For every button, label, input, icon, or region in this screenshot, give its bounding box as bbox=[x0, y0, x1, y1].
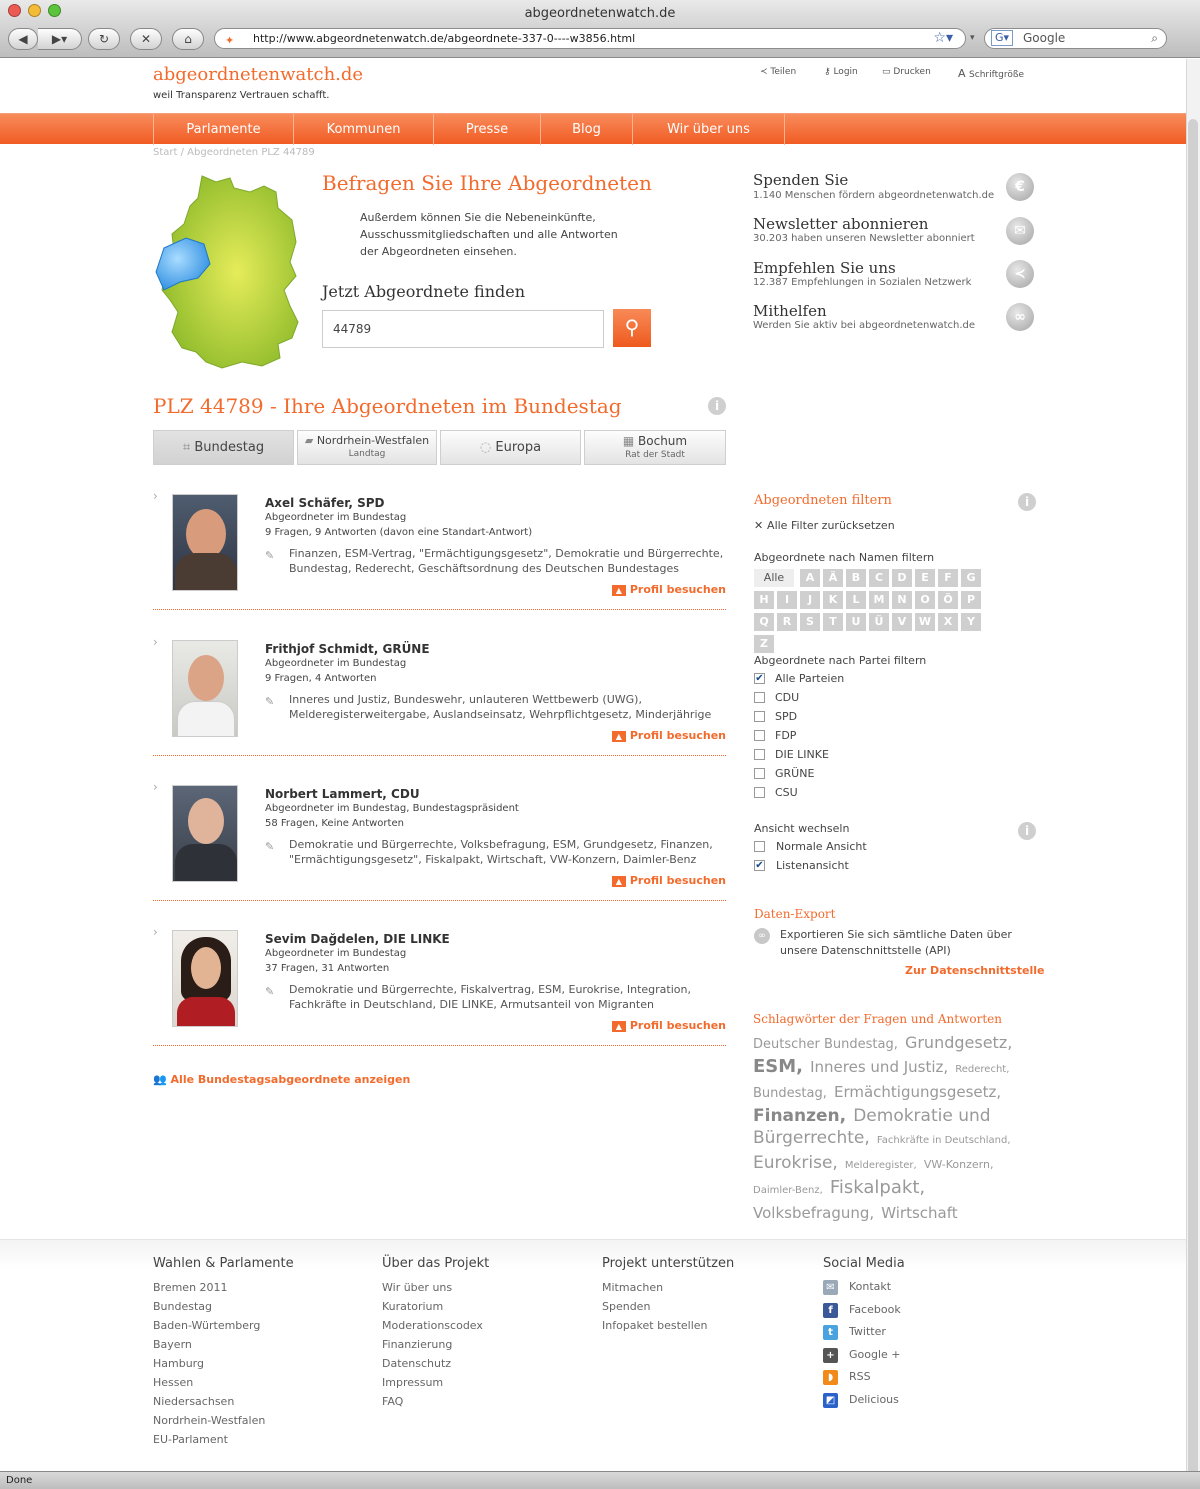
party-checkbox[interactable] bbox=[754, 730, 765, 741]
letter-button[interactable]: J bbox=[800, 591, 820, 609]
address-dropdown-icon[interactable]: ▾ bbox=[970, 33, 975, 43]
letter-button[interactable]: K bbox=[823, 591, 843, 609]
person-role: Abgeordneter im Bundestag bbox=[265, 512, 407, 523]
nav-kommunen[interactable]: Kommunen bbox=[293, 114, 433, 145]
tag-icon: ✎ bbox=[265, 695, 275, 708]
name-filter-label: Abgeordnete nach Namen filtern bbox=[754, 551, 935, 564]
party-label: CDU bbox=[775, 691, 800, 704]
footer-link[interactable]: Nordrhein-Westfalen bbox=[153, 1414, 266, 1427]
tag-icon: ✎ bbox=[265, 840, 275, 853]
back-arrow-icon: ◀ bbox=[18, 32, 28, 46]
tag-link[interactable]: Rederecht, bbox=[955, 1064, 1010, 1075]
export-title: Daten-Export bbox=[754, 907, 836, 921]
social-link[interactable]: Delicious bbox=[849, 1392, 899, 1406]
login-action[interactable]: ⚷ Login bbox=[824, 67, 858, 77]
letter-button[interactable]: V bbox=[892, 613, 912, 631]
letter-button[interactable]: G bbox=[961, 569, 981, 587]
browser-search-placeholder: Google bbox=[1023, 31, 1066, 45]
person-name[interactable]: Sevim Dağdelen, DIE LINKE bbox=[265, 932, 450, 946]
party-filter-label: Abgeordnete nach Partei filtern bbox=[754, 654, 927, 667]
mail-icon[interactable]: ✉ bbox=[1006, 217, 1034, 245]
footer-link[interactable]: Mitmachen bbox=[602, 1281, 664, 1294]
tag-link[interactable]: Demokratie und Bürgerrechte, bbox=[753, 1106, 991, 1148]
bookmark-star-icon[interactable]: ☆▾ bbox=[933, 30, 953, 46]
tab-bochum[interactable]: ▦ Bochum Rat der Stadt bbox=[584, 430, 726, 465]
delicious-icon: ◩ bbox=[823, 1393, 838, 1408]
footer-link[interactable]: Datenschutz bbox=[382, 1357, 452, 1370]
user-icon: ▲ bbox=[612, 1021, 626, 1032]
profile-link[interactable]: ▲ Profil besuchen bbox=[612, 729, 726, 742]
person-role: Abgeordneter im Bundestag bbox=[265, 658, 407, 669]
city-icon: ▦ bbox=[622, 434, 639, 448]
tag-link[interactable]: ESM, bbox=[753, 1056, 804, 1077]
group-icon: 👥 bbox=[153, 1073, 171, 1086]
list-item bbox=[153, 489, 726, 614]
donate-title[interactable]: Spenden Sie bbox=[753, 171, 849, 189]
expand-chevron-icon[interactable]: › bbox=[153, 925, 158, 939]
letter-button[interactable]: S bbox=[800, 613, 820, 631]
party-label: FDP bbox=[775, 729, 797, 742]
footer-link[interactable]: FAQ bbox=[382, 1395, 404, 1408]
view-checkbox[interactable]: ✔ bbox=[755, 860, 764, 871]
footer-link[interactable]: Bayern bbox=[153, 1338, 192, 1351]
share-icon: ≺ bbox=[760, 67, 771, 77]
letter-button[interactable]: T bbox=[823, 613, 843, 631]
site-logo[interactable]: abgeordnetenwatch.de bbox=[153, 64, 364, 85]
export-text: Exportieren Sie sich sämtliche Daten über unsere Datenschnittstelle (API) bbox=[780, 928, 1012, 957]
person-tags: Demokratie und Bürgerrechte, Fiskalvertrag, ESM, Eurokrise, Integration, Fachkräfte in Deutschland, DIE LINKE, Armutsanteil von Migranten bbox=[289, 983, 691, 1011]
party-checkbox[interactable] bbox=[754, 711, 765, 722]
view-label: Listenansicht bbox=[776, 859, 849, 872]
info-icon[interactable]: i bbox=[708, 397, 726, 415]
person-tags: Demokratie und Bürgerrechte, Volksbefragung, ESM, Grundgesetz, Finanzen, "Ermächtigungsgesetz", Fiskalpakt, Wirtschaft, VW-Konzern, Daimler-Benz bbox=[289, 838, 713, 866]
letter-button[interactable]: X bbox=[938, 613, 958, 631]
expand-chevron-icon[interactable]: › bbox=[153, 635, 158, 649]
avatar[interactable] bbox=[172, 785, 238, 882]
letter-button[interactable]: Z bbox=[754, 635, 774, 653]
person-tags: Inneres und Justiz, Bundeswehr, unlauteren Wettbewerb (UWG), Melderegisterweitergabe, Auslandseinsatz, Wehrpflichtgesetz, Minderjährige bbox=[289, 693, 712, 721]
expand-chevron-icon[interactable]: › bbox=[153, 780, 158, 794]
back-button[interactable] bbox=[8, 28, 38, 50]
avatar[interactable] bbox=[172, 494, 238, 591]
footer-link[interactable]: Bremen 2011 bbox=[153, 1281, 228, 1294]
tag-icon: ✎ bbox=[265, 985, 275, 998]
nav-parlamente[interactable]: Parlamente bbox=[153, 114, 293, 145]
site-tagline: weil Transparenz Vertrauen schafft. bbox=[153, 90, 330, 101]
footer-column-title: Über das Projekt bbox=[382, 1256, 490, 1271]
reload-icon: ↻ bbox=[98, 32, 110, 46]
profile-link[interactable]: ▲ Profil besuchen bbox=[612, 583, 726, 596]
tag-link[interactable]: Fachkräfte in Deutschland, bbox=[876, 1135, 1011, 1146]
footer-link[interactable]: Spenden bbox=[602, 1300, 651, 1313]
expand-chevron-icon[interactable]: › bbox=[153, 489, 158, 503]
footer-link[interactable]: Infopaket bestellen bbox=[602, 1319, 708, 1332]
api-icon: ∞ bbox=[754, 928, 770, 944]
nav-blog[interactable]: Blog bbox=[540, 114, 632, 145]
footer-link[interactable]: Baden-Würtemberg bbox=[153, 1319, 261, 1332]
share-action[interactable]: ≺ Teilen bbox=[760, 67, 797, 77]
social-link[interactable]: Twitter bbox=[849, 1325, 886, 1338]
key-icon: ⚷ bbox=[824, 67, 834, 77]
footer-link[interactable]: EU-Parlament bbox=[153, 1433, 228, 1446]
letter-button[interactable]: A bbox=[800, 569, 820, 587]
social-link[interactable]: Google + bbox=[849, 1347, 901, 1361]
person-stats: 9 Fragen, 9 Antworten (davon eine Standart-Antwort) bbox=[265, 527, 533, 538]
tag-link[interactable]: Deutscher Bundestag, bbox=[753, 1037, 898, 1052]
user-icon: ▲ bbox=[612, 585, 626, 596]
tag-link[interactable]: Wirtschaft bbox=[881, 1204, 958, 1222]
letter-button[interactable]: C bbox=[869, 569, 889, 587]
letter-button[interactable]: H bbox=[754, 591, 774, 609]
person-stats: 58 Fragen, Keine Antworten bbox=[265, 818, 404, 829]
recommend-title[interactable]: Empfehlen Sie uns bbox=[753, 259, 896, 277]
letter-button[interactable]: Ä bbox=[823, 569, 843, 587]
germany-map[interactable] bbox=[150, 172, 302, 372]
divider bbox=[153, 1045, 726, 1046]
letter-button[interactable]: B bbox=[846, 569, 866, 587]
footer-link[interactable]: Finanzierung bbox=[382, 1338, 453, 1351]
letter-button[interactable]: W bbox=[915, 613, 935, 631]
view-label: Normale Ansicht bbox=[776, 840, 867, 853]
party-label: SPD bbox=[775, 710, 798, 723]
tag-link[interactable]: Volksbefragung, bbox=[753, 1204, 875, 1222]
party-label: Alle Parteien bbox=[775, 672, 845, 685]
hero-title: Befragen Sie Ihre Abgeordneten bbox=[322, 171, 652, 195]
user-icon: ▲ bbox=[612, 876, 626, 887]
avatar[interactable] bbox=[172, 640, 238, 737]
avatar[interactable] bbox=[172, 930, 238, 1027]
site-favicon-icon: ✦ bbox=[225, 34, 235, 47]
address-bar[interactable] bbox=[214, 28, 966, 49]
party-checkbox[interactable] bbox=[754, 749, 765, 760]
party-checkbox[interactable]: ✔ bbox=[755, 673, 764, 684]
search-engine-icon[interactable]: G▾ bbox=[991, 30, 1013, 46]
divider bbox=[153, 900, 726, 901]
letter-button[interactable]: U bbox=[846, 613, 866, 631]
share-icon[interactable]: ≺ bbox=[1006, 260, 1034, 288]
footer-link[interactable]: Impressum bbox=[382, 1376, 444, 1389]
recommend-sub: 12.387 Empfehlungen in Sozialen Netzwerk bbox=[753, 277, 972, 288]
browser-toolbar bbox=[0, 0, 1200, 58]
social-link[interactable]: RSS bbox=[849, 1370, 871, 1383]
list-item bbox=[153, 780, 726, 905]
footer-link[interactable]: Wir über uns bbox=[382, 1281, 453, 1294]
divider bbox=[153, 755, 726, 756]
divider bbox=[153, 609, 726, 610]
euro-icon[interactable]: € bbox=[1006, 173, 1034, 201]
tagcloud-title: Schlagwörter der Fragen und Antworten bbox=[753, 1012, 1002, 1026]
person-role: Abgeordneter im Bundestag, Bundestagspräsident bbox=[265, 803, 519, 814]
api-link[interactable]: Zur Datenschnittstelle bbox=[905, 964, 1045, 977]
postal-code-input[interactable] bbox=[322, 310, 604, 348]
footer-link[interactable]: Moderationscodex bbox=[382, 1319, 483, 1332]
font-size-icon: A bbox=[958, 67, 970, 80]
print-action[interactable]: ▭ Drucken bbox=[882, 67, 931, 77]
letter-all-button[interactable]: Alle bbox=[754, 569, 794, 587]
home-icon: ⌂ bbox=[184, 32, 192, 46]
hero-text: Außerdem können Sie die Nebeneinkünfte, Ausschussmitgliedschaften und alle Antworten der Abgeordneten einsehen. bbox=[360, 211, 618, 258]
footer-column-title: Projekt unterstützen bbox=[602, 1256, 735, 1271]
scrollbar-thumb[interactable] bbox=[1188, 119, 1198, 1479]
letter-button[interactable]: F bbox=[938, 569, 958, 587]
people-icon[interactable]: ∞ bbox=[1006, 303, 1034, 331]
bundestag-icon: ⌗ bbox=[182, 440, 195, 455]
footer-link[interactable]: Kuratorium bbox=[382, 1300, 444, 1313]
status-bar: Done bbox=[0, 1471, 1200, 1489]
help-title[interactable]: Mithelfen bbox=[753, 302, 827, 320]
search-icon[interactable]: ⌕ bbox=[1151, 31, 1158, 45]
forward-button[interactable] bbox=[38, 28, 82, 50]
letter-button[interactable]: N bbox=[892, 591, 912, 609]
mail-icon: ✉ bbox=[823, 1280, 838, 1295]
tag-link[interactable]: Ermächtigungsgesetz, bbox=[833, 1083, 1002, 1101]
party-label: CSU bbox=[775, 786, 798, 799]
google-plus-icon: + bbox=[823, 1348, 838, 1363]
tag-link[interactable]: Inneres und Justiz, bbox=[810, 1058, 949, 1076]
letter-button[interactable]: D bbox=[892, 569, 912, 587]
scrollbar[interactable] bbox=[1186, 59, 1200, 1471]
tab-nrw[interactable]: ▰ Nordrhein-Westfalen Landtag bbox=[297, 430, 437, 465]
font-size-action[interactable]: A Schriftgröße bbox=[958, 67, 1025, 80]
social-link[interactable]: Facebook bbox=[849, 1302, 901, 1316]
newsletter-title[interactable]: Newsletter abonnieren bbox=[753, 215, 929, 233]
main-navigation bbox=[0, 113, 1200, 144]
newsletter-sub: 30.203 haben unseren Newsletter abonniert bbox=[753, 233, 975, 244]
letter-button[interactable]: Y bbox=[961, 613, 981, 631]
section-title: PLZ 44789 - Ihre Abgeordneten im Bundestag bbox=[153, 394, 622, 418]
person-name[interactable]: Frithjof Schmidt, GRÜNE bbox=[265, 642, 430, 656]
donate-sub: 1.140 Menschen fördern abgeordnetenwatch.de bbox=[753, 190, 995, 201]
printer-icon: ▭ bbox=[882, 67, 894, 77]
rss-icon: ◗ bbox=[823, 1370, 838, 1385]
party-checkbox[interactable] bbox=[754, 787, 765, 798]
letter-button[interactable]: Ü bbox=[869, 613, 889, 631]
reset-filters-button[interactable]: ✕ Alle Filter zurücksetzen bbox=[754, 519, 895, 532]
search-icon: ⚲ bbox=[624, 315, 640, 339]
person-name[interactable]: Norbert Lammert, CDU bbox=[265, 787, 420, 801]
home-button[interactable] bbox=[172, 28, 204, 50]
search-button[interactable] bbox=[613, 309, 651, 347]
social-link[interactable]: Kontakt bbox=[849, 1280, 892, 1293]
tag-link[interactable]: Grundgesetz, bbox=[904, 1033, 1013, 1052]
footer-column-title: Wahlen & Parlamente bbox=[153, 1256, 294, 1271]
tag-link[interactable]: Melderegister, bbox=[844, 1160, 917, 1171]
forward-arrow-icon: ▶▾ bbox=[51, 32, 68, 46]
tag-icon: ✎ bbox=[265, 549, 275, 562]
tag-link[interactable]: Finanzen, bbox=[753, 1106, 847, 1126]
person-role: Abgeordneter im Bundestag bbox=[265, 948, 407, 959]
tag-cloud bbox=[753, 1032, 1033, 1224]
tag-link[interactable]: Eurokrise, bbox=[753, 1153, 838, 1173]
nrw-icon: ▰ bbox=[304, 434, 317, 447]
europe-icon: ◌ bbox=[479, 440, 496, 455]
list-item bbox=[153, 635, 726, 760]
profile-link[interactable]: ▲ Profil besuchen bbox=[612, 874, 726, 887]
info-icon[interactable]: i bbox=[1018, 493, 1036, 511]
person-name[interactable]: Axel Schäfer, SPD bbox=[265, 496, 385, 510]
person-stats: 37 Fragen, 31 Antworten bbox=[265, 963, 390, 974]
stop-button[interactable] bbox=[130, 28, 162, 50]
letter-button[interactable]: P bbox=[961, 591, 981, 609]
facebook-icon: f bbox=[823, 1303, 838, 1318]
url-text: http://www.abgeordnetenwatch.de/abgeordnete-337-0----w3856.html bbox=[253, 32, 636, 45]
find-label: Jetzt Abgeordnete finden bbox=[322, 282, 526, 301]
footer-link[interactable]: Bundestag bbox=[153, 1300, 213, 1313]
browser-search-input[interactable] bbox=[984, 28, 1167, 49]
party-checkbox[interactable] bbox=[754, 768, 765, 779]
tab-bundestag[interactable]: ⌗ Bundestag bbox=[153, 430, 294, 465]
social-title: Social Media bbox=[823, 1256, 905, 1271]
tag-link[interactable]: Bundestag, bbox=[753, 1086, 827, 1101]
party-label: DIE LINKE bbox=[775, 748, 829, 761]
nav-wir-ueber-uns[interactable]: Wir über uns bbox=[632, 114, 785, 145]
profile-link[interactable]: ▲ Profil besuchen bbox=[612, 1019, 726, 1032]
filter-title: Abgeordneten filtern bbox=[754, 493, 892, 508]
party-checkbox[interactable] bbox=[754, 692, 765, 703]
tab-europa[interactable]: ◌ Europa bbox=[440, 430, 581, 465]
footer-link[interactable]: Hamburg bbox=[153, 1357, 204, 1370]
list-item bbox=[153, 925, 726, 1050]
tag-link[interactable]: Fiskalpakt, bbox=[829, 1177, 926, 1198]
twitter-icon: t bbox=[823, 1325, 838, 1340]
letter-button[interactable]: Ö bbox=[938, 591, 958, 609]
window-title: abgeordnetenwatch.de bbox=[524, 6, 676, 21]
person-stats: 9 Fragen, 4 Antworten bbox=[265, 673, 377, 684]
all-members-link[interactable]: 👥 Alle Bundestagsabgeordnete anzeigen bbox=[153, 1073, 411, 1086]
party-label: GRÜNE bbox=[775, 767, 815, 780]
close-icon: ✕ bbox=[754, 519, 768, 532]
letter-button[interactable]: I bbox=[777, 591, 797, 609]
view-checkbox[interactable] bbox=[754, 841, 765, 852]
letter-button[interactable]: M bbox=[869, 591, 889, 609]
reload-button[interactable] bbox=[88, 28, 120, 50]
user-icon: ▲ bbox=[612, 731, 626, 742]
footer-link[interactable]: Niedersachsen bbox=[153, 1395, 235, 1408]
web-page bbox=[0, 59, 1200, 1471]
tag-link[interactable]: VW-Konzern, bbox=[923, 1158, 994, 1171]
letter-button[interactable]: Q bbox=[754, 613, 774, 631]
view-switch-label: Ansicht wechseln bbox=[754, 822, 850, 835]
letter-button[interactable]: L bbox=[846, 591, 866, 609]
footer-link[interactable]: Hessen bbox=[153, 1376, 194, 1389]
tag-link[interactable]: Daimler-Benz, bbox=[753, 1185, 823, 1196]
info-icon[interactable]: i bbox=[1018, 822, 1036, 840]
letter-button[interactable]: O bbox=[915, 591, 935, 609]
letter-button[interactable]: R bbox=[777, 613, 797, 631]
person-tags: Finanzen, ESM-Vertrag, "Ermächtigungsgesetz", Demokratie und Bürgerrechte, Bundestag, Rederecht, Geschäftsordnung des Deutschen Bundestages bbox=[289, 547, 724, 575]
letter-button[interactable]: E bbox=[915, 569, 935, 587]
stop-icon: ✕ bbox=[140, 32, 152, 46]
breadcrumb: Start / Abgeordneten PLZ 44789 bbox=[153, 147, 315, 158]
help-sub: Werden Sie aktiv bei abgeordnetenwatch.de bbox=[753, 320, 976, 331]
nav-presse[interactable]: Presse bbox=[433, 114, 540, 145]
